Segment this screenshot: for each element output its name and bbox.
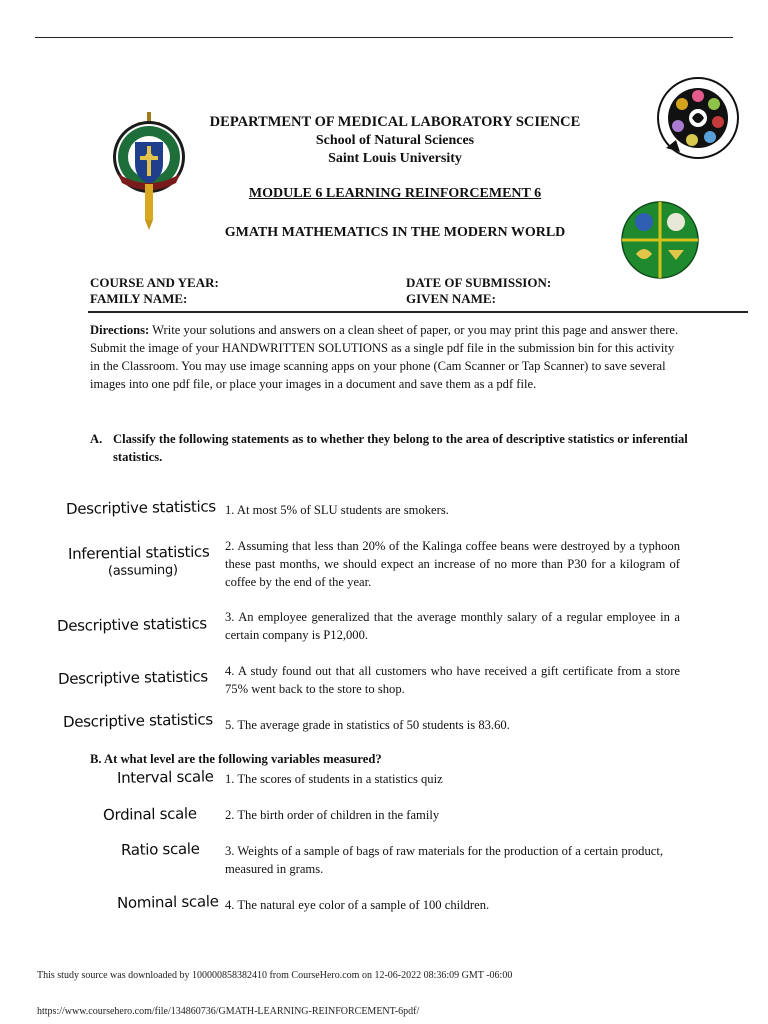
header-divider bbox=[88, 311, 748, 313]
university-name: Saint Louis University bbox=[328, 151, 462, 166]
course-title: GMATH MATHEMATICS IN THE MODERN WORLD bbox=[224, 225, 566, 240]
top-rule bbox=[35, 37, 733, 38]
directions-text: Write your solutions and answers on a clean sheet of paper, or you may print this page and answer there. Submit the image of your HANDWRITTEN SOLUTIONS as a single pdf file in the submission bin for this activity in the Classroom. You may use image scanning apps on your phone (Cam Scanner or Tap Scanner) to save several images into one pdf file, or place your images in a document and save them as a pdf file. bbox=[90, 323, 679, 391]
handwritten-answer-a3: Descriptive statistics bbox=[56, 614, 208, 635]
date-submission-label: DATE OF SUBMISSION: bbox=[406, 275, 552, 290]
handwritten-answer-a4: Descriptive statistics bbox=[57, 667, 209, 688]
family-name-label: FAMILY NAME: bbox=[90, 291, 188, 306]
course-year-label: COURSE AND YEAR: bbox=[90, 275, 219, 290]
handwritten-answer-a2: Inferential statistics bbox=[67, 542, 210, 563]
handwritten-answer-a1: Descriptive statistics bbox=[65, 497, 217, 518]
directions-paragraph bbox=[90, 321, 680, 393]
handwritten-answer-b4: Nominal scale bbox=[116, 892, 219, 912]
question-b1: 1. The scores of students in a statistics quiz bbox=[225, 772, 443, 786]
question-a2: 2. Assuming that less than 20% of the Kalinga coffee beans were destroyed by a typhoon these past months, we should expect an increase of no more than P30 for a kilogram of coffee by the end of the year. bbox=[225, 539, 680, 589]
given-name-label: GIVEN NAME: bbox=[406, 291, 496, 306]
question-a5: 5. The average grade in statistics of 50 students is 83.60. bbox=[225, 718, 510, 732]
question-a4: 4. A study found out that all customers who have received a gift certificate from a store 75% went back to the store to shop. bbox=[225, 664, 680, 696]
handwritten-answer-b1: Interval scale bbox=[116, 767, 214, 787]
download-footer: This study source was downloaded by 100000858382410 from CourseHero.com on 12-06-2022 08:36:09 GMT -06:00 bbox=[37, 970, 513, 981]
section-a-heading bbox=[90, 430, 690, 466]
handwritten-answer-a5: Descriptive statistics bbox=[62, 710, 214, 731]
section-a-letter: A. bbox=[90, 432, 103, 446]
question-a3: 3. An employee generalized that the average monthly salary of a regular employee in a certain company is P12,000. bbox=[225, 610, 680, 642]
question-b2: 2. The birth order of children in the family bbox=[225, 808, 440, 822]
module-title: MODULE 6 LEARNING REINFORCEMENT 6 bbox=[248, 186, 542, 201]
directions-label: Directions: bbox=[90, 323, 150, 337]
handwritten-answer-b2: Ordinal scale bbox=[102, 804, 197, 824]
handwritten-note-a2: (assuming) bbox=[107, 562, 178, 579]
section-a-title: Classify the following statements as to whether they belong to the area of descriptive statistics or inferential statistics. bbox=[113, 432, 688, 464]
handwritten-answer-b3: Ratio scale bbox=[120, 839, 200, 859]
school-name: School of Natural Sciences bbox=[315, 133, 475, 148]
source-url[interactable]: https://www.coursehero.com/file/134860736/GMATH-LEARNING-REINFORCEMENT-6pdf/ bbox=[37, 1006, 420, 1017]
question-a1: 1. At most 5% of SLU students are smokers. bbox=[225, 503, 449, 517]
question-b3: 3. Weights of a sample of bags of raw materials for the production of a certain product, measured in grams. bbox=[225, 844, 663, 876]
department-seal-logo bbox=[656, 74, 740, 164]
section-b-heading: B. At what level are the following variables measured? bbox=[90, 752, 382, 766]
question-b4: 4. The natural eye color of a sample of 100 children. bbox=[225, 898, 490, 912]
department-title: DEPARTMENT OF MEDICAL LABORATORY SCIENCE bbox=[209, 114, 581, 130]
